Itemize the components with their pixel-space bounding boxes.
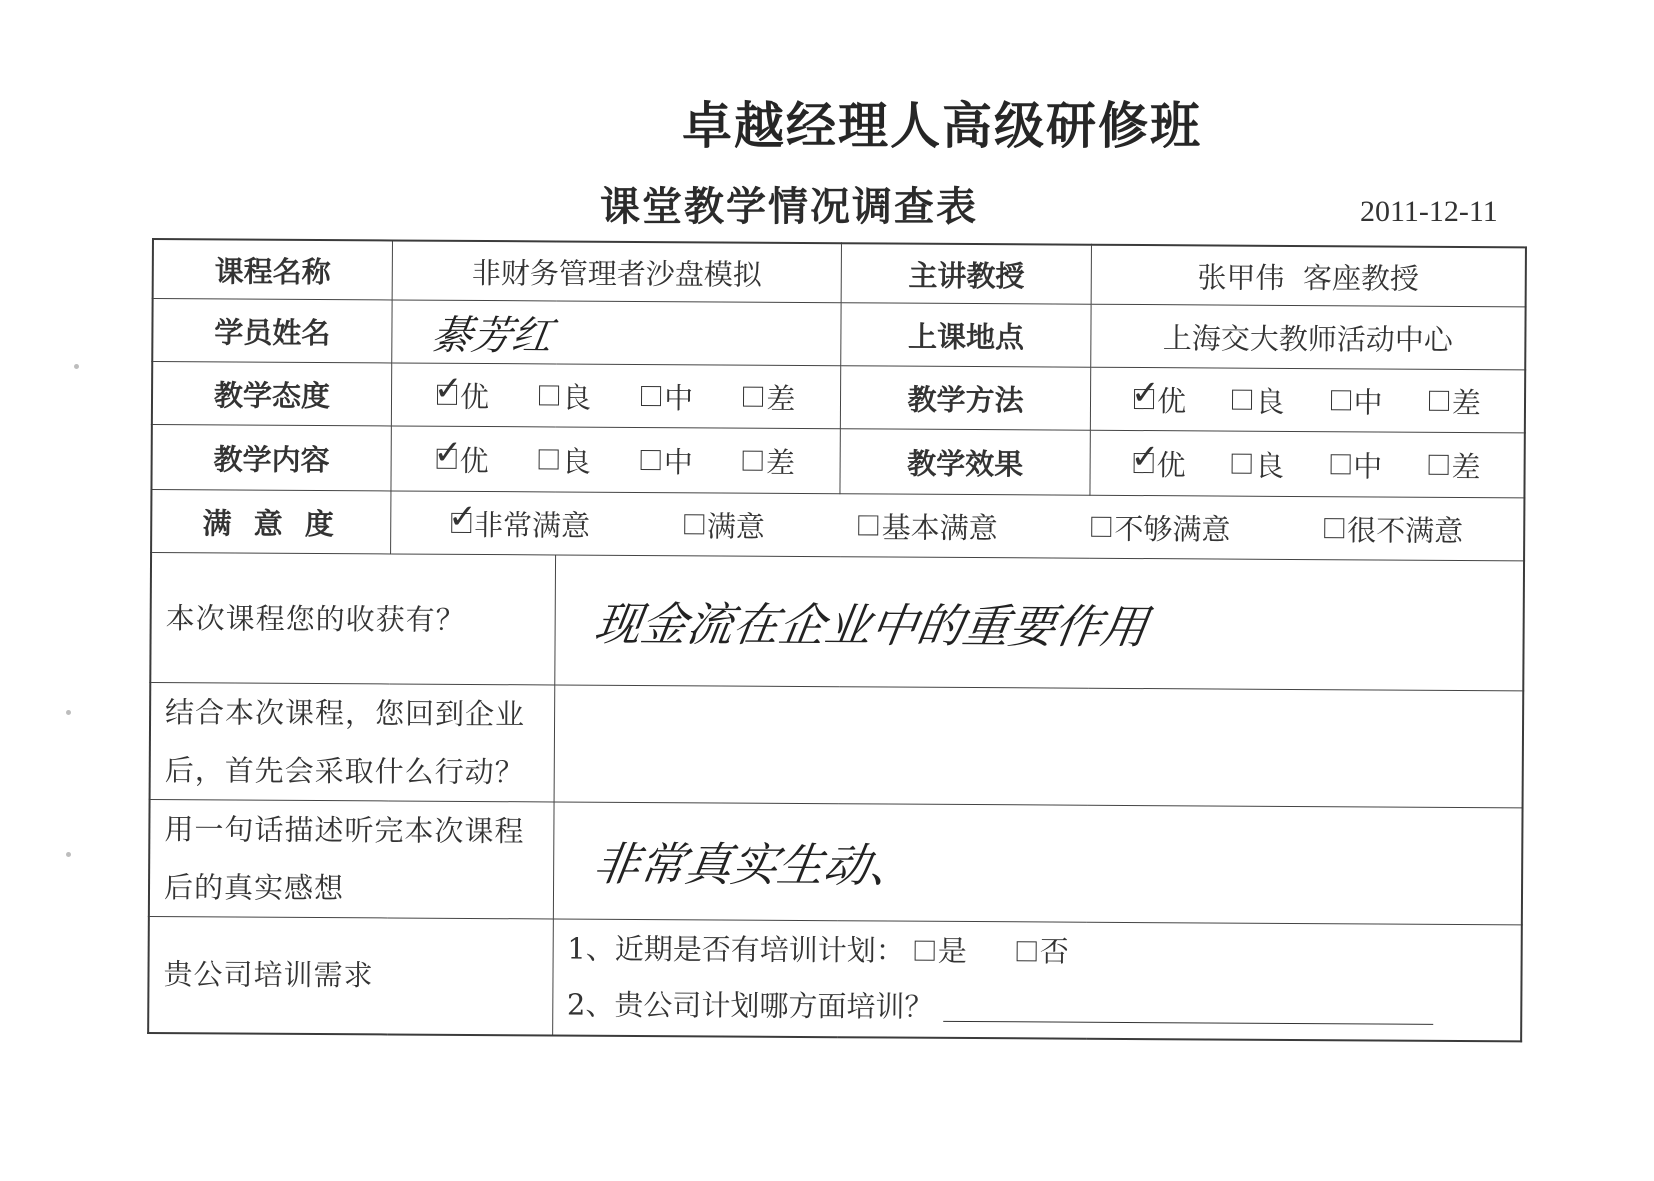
- checkbox[interactable]: [1130, 436, 1160, 478]
- option-label: 差: [1451, 449, 1481, 484]
- checkbox[interactable]: [1091, 517, 1111, 537]
- question-action-answer-cell[interactable]: [554, 685, 1524, 808]
- professor-label: 主讲教授: [841, 243, 1091, 304]
- training-area-line: [567, 977, 1521, 1039]
- checkbox[interactable]: [915, 941, 935, 961]
- option-group: [1090, 436, 1523, 486]
- option-label: 优: [1156, 447, 1186, 482]
- option-label: 中: [1353, 384, 1383, 420]
- option-group: [392, 368, 841, 418]
- option-not-satisfied-enough[interactable]: [1091, 506, 1230, 548]
- option-good[interactable]: [1232, 379, 1284, 420]
- location-value: 上海交大教师活动中心: [1091, 304, 1526, 370]
- checkbox[interactable]: [1429, 391, 1449, 411]
- student-name-handwriting: 綦芳红: [428, 312, 556, 359]
- table-row: [150, 553, 1524, 691]
- checkbox[interactable]: [1232, 390, 1252, 410]
- teaching-method-options: [1090, 367, 1525, 433]
- satisfaction-label: 满 意 度: [151, 490, 391, 554]
- question-feeling-answer-cell[interactable]: [553, 802, 1523, 925]
- checkbox[interactable]: [433, 368, 463, 409]
- checkbox[interactable]: [743, 387, 763, 407]
- option-very-satisfied[interactable]: [448, 496, 591, 544]
- option-label: 优: [1156, 383, 1187, 418]
- training-plan-question: 1、近期是否有培训计划：: [567, 931, 905, 968]
- option-label: 差: [765, 445, 796, 480]
- check-mark-icon: ✓: [1130, 372, 1160, 414]
- checkbox[interactable]: [859, 515, 879, 535]
- checkbox[interactable]: [433, 432, 463, 473]
- option-satisfied[interactable]: [684, 504, 765, 545]
- option-group: [391, 496, 1523, 550]
- scan-speck: [66, 852, 71, 857]
- option-label: 满意: [706, 508, 765, 544]
- checkbox[interactable]: [684, 514, 704, 534]
- option-label: 中: [664, 380, 694, 415]
- option-label: 是: [937, 934, 967, 969]
- scan-speck: [66, 710, 71, 715]
- option-label: 良: [1254, 448, 1285, 483]
- check-mark-icon: ✓: [433, 368, 463, 409]
- option-excellent[interactable]: [433, 368, 490, 415]
- course-name-value: 非财务管理者沙盘模拟: [392, 240, 842, 302]
- option-poor[interactable]: [743, 376, 795, 417]
- option-label: 中: [1353, 448, 1383, 484]
- question-action-line2: 后，首先会采取什么行动？: [164, 753, 525, 790]
- student-name-cell[interactable]: [392, 300, 842, 366]
- option-good[interactable]: [539, 439, 591, 480]
- option-basically-satisfied[interactable]: [859, 505, 998, 547]
- option-group: [391, 432, 840, 482]
- question-feeling-line1: 用一句话描述听完本次课程: [164, 812, 525, 849]
- checkbox[interactable]: [1324, 518, 1344, 538]
- option-label: 差: [1451, 385, 1481, 420]
- question-gains-handwriting: 现金流在企业中的重要作用: [590, 596, 1151, 654]
- option-label: 差: [766, 381, 796, 416]
- table-row: [153, 239, 1526, 307]
- option-label: 基本满意: [881, 509, 998, 545]
- option-poor[interactable]: [743, 440, 795, 481]
- training-needs-label: 贵公司培训需求: [148, 916, 553, 1034]
- teaching-method-label: 教学方法: [841, 366, 1091, 431]
- table-row: [151, 425, 1524, 498]
- satisfaction-options: [390, 491, 1524, 561]
- student-name-label: 学员姓名: [152, 299, 392, 363]
- option-label: 良: [1255, 384, 1285, 419]
- table-row: [152, 299, 1525, 370]
- training-needs-cell: [552, 919, 1522, 1041]
- question-action-label: [150, 682, 555, 801]
- option-excellent[interactable]: [1130, 372, 1187, 420]
- table-row: [151, 490, 1524, 561]
- option-excellent[interactable]: [433, 432, 489, 479]
- option-label: 非常满意: [473, 507, 591, 543]
- location-label: 上课地点: [841, 303, 1091, 368]
- question-action-line1: 结合本次课程，您回到企业: [165, 695, 526, 732]
- table-row: [149, 799, 1523, 924]
- option-medium[interactable]: [1330, 444, 1382, 485]
- option-label: 优: [459, 379, 490, 414]
- training-plan-line: [567, 921, 1521, 983]
- option-medium[interactable]: [1330, 380, 1382, 421]
- teaching-effect-options: [1090, 430, 1525, 498]
- training-area-question: 2、贵公司计划哪方面培训？: [566, 987, 934, 1025]
- teaching-content-options: [391, 426, 841, 494]
- option-label: 不够满意: [1114, 511, 1231, 547]
- question-gains-answer-cell[interactable]: [554, 555, 1524, 691]
- option-good[interactable]: [539, 375, 591, 416]
- option-label: 中: [663, 444, 693, 479]
- checkbox[interactable]: [1130, 372, 1160, 414]
- course-name-label: 课程名称: [153, 239, 393, 300]
- table-row: [148, 916, 1522, 1040]
- checkbox[interactable]: [1330, 454, 1350, 474]
- check-mark-icon: ✓: [433, 432, 463, 473]
- option-medium[interactable]: [641, 439, 693, 480]
- option-poor[interactable]: [1429, 380, 1481, 421]
- checkbox[interactable]: [1331, 390, 1351, 410]
- table-row: [150, 682, 1524, 807]
- checkbox[interactable]: [1017, 942, 1037, 962]
- option-poor[interactable]: [1428, 444, 1480, 485]
- scan-speck: [74, 364, 79, 369]
- checkbox[interactable]: [1428, 455, 1448, 475]
- checkbox[interactable]: [743, 451, 763, 471]
- checkbox[interactable]: [1232, 454, 1252, 474]
- teaching-effect-label: 教学效果: [840, 429, 1090, 496]
- option-label: 良: [561, 380, 592, 415]
- check-mark-icon: ✓: [1130, 436, 1160, 478]
- option-very-dissatisfied[interactable]: [1324, 508, 1463, 550]
- option-excellent[interactable]: [1130, 436, 1186, 484]
- option-good[interactable]: [1232, 443, 1284, 484]
- option-no[interactable]: [1007, 923, 1069, 979]
- question-feeling-line2: 后的真实感想: [163, 870, 345, 906]
- form-title: 卓越经理人高级研修班: [682, 97, 1202, 155]
- teaching-content-label: 教学内容: [151, 425, 391, 491]
- checkbox[interactable]: [641, 386, 661, 406]
- check-mark-icon: ✓: [448, 496, 477, 537]
- option-label: 否: [1039, 934, 1069, 969]
- question-gains-label: 本次课程您的收获有？: [150, 553, 555, 685]
- option-label: 良: [561, 444, 591, 479]
- option-label: 很不满意: [1347, 512, 1464, 548]
- option-yes[interactable]: [905, 923, 967, 979]
- form-subtitle: 课堂教学情况调查表: [600, 184, 978, 230]
- table-row: [152, 362, 1525, 433]
- survey-table: [147, 238, 1527, 1042]
- question-feeling-label: [149, 799, 554, 918]
- teaching-attitude-options: [391, 363, 841, 429]
- checkbox[interactable]: [641, 450, 661, 470]
- option-group: [1091, 372, 1524, 422]
- form-date: 2011-12-11: [1360, 195, 1498, 228]
- training-area-blank-field[interactable]: [943, 993, 1433, 1025]
- option-label: 优: [459, 443, 489, 478]
- option-medium[interactable]: [641, 375, 693, 416]
- checkbox[interactable]: [448, 496, 477, 537]
- professor-value: 张甲伟 客座教授: [1091, 245, 1526, 307]
- question-feeling-handwriting: 非常真实生动、: [589, 836, 920, 893]
- teaching-attitude-label: 教学态度: [152, 362, 392, 426]
- checkbox[interactable]: [539, 385, 559, 405]
- checkbox[interactable]: [539, 449, 559, 469]
